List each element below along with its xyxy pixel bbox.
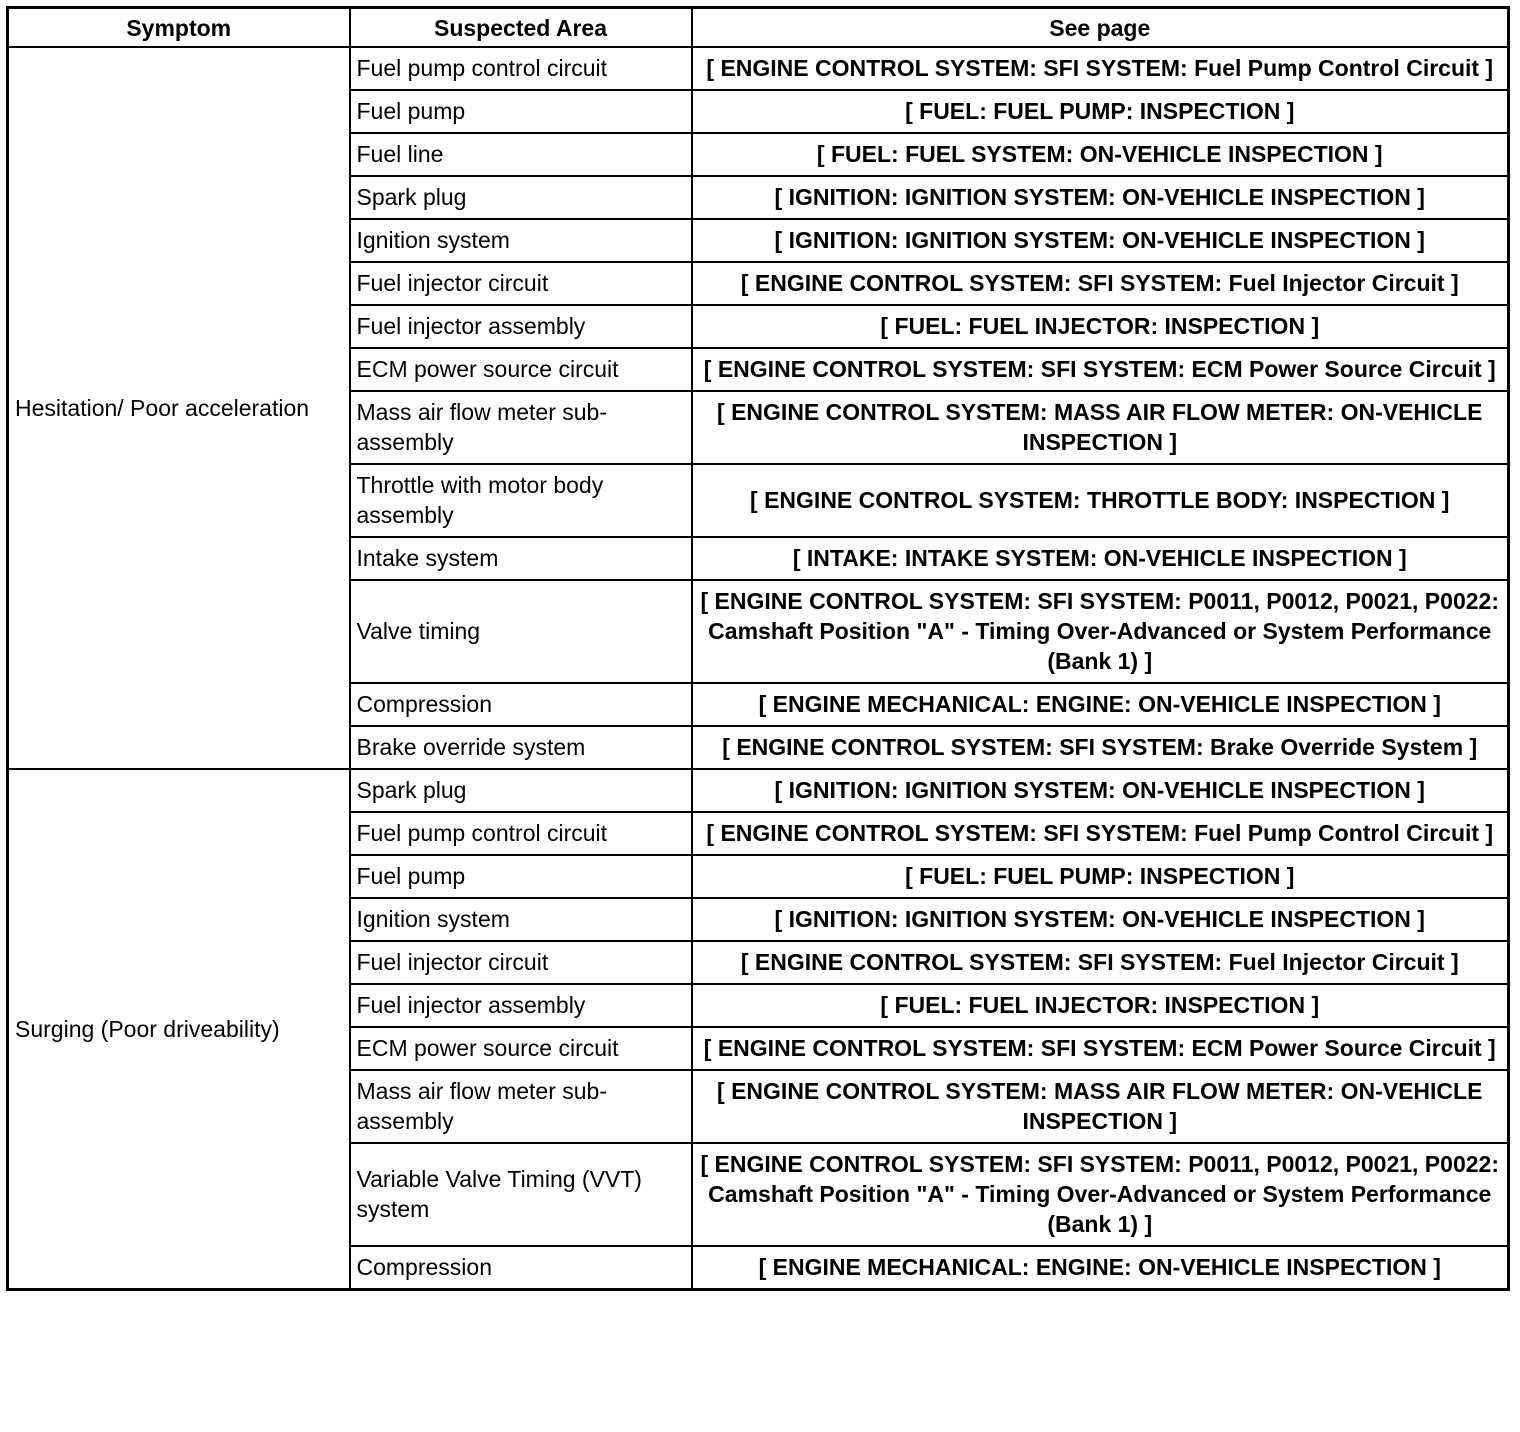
symptom-cell: Surging (Poor driveability)	[8, 769, 350, 1290]
see-page-reference: [ IGNITION: IGNITION SYSTEM: ON-VEHICLE INSPECTION ]	[692, 898, 1509, 941]
see-page-reference: [ IGNITION: IGNITION SYSTEM: ON-VEHICLE INSPECTION ]	[692, 176, 1509, 219]
suspected-area-cell: Fuel pump control circuit	[350, 47, 692, 90]
see-page-reference: [ ENGINE CONTROL SYSTEM: THROTTLE BODY: INSPECTION ]	[692, 464, 1509, 537]
suspected-area-cell: Fuel line	[350, 133, 692, 176]
suspected-area-cell: Intake system	[350, 537, 692, 580]
see-page-reference: [ ENGINE CONTROL SYSTEM: SFI SYSTEM: P0011, P0012, P0021, P0022: Camshaft Position "A" - Timing Over-Advanced or System Performance (Bank 1) ]	[692, 580, 1509, 683]
suspected-area-cell: Compression	[350, 1246, 692, 1290]
suspected-area-cell: Variable Valve Timing (VVT) system	[350, 1143, 692, 1246]
suspected-area-cell: Mass air flow meter sub-assembly	[350, 391, 692, 464]
suspected-area-cell: Fuel injector circuit	[350, 941, 692, 984]
table-header	[8, 8, 1509, 48]
see-page-reference: [ INTAKE: INTAKE SYSTEM: ON-VEHICLE INSPECTION ]	[692, 537, 1509, 580]
see-page-reference: [ ENGINE CONTROL SYSTEM: MASS AIR FLOW METER: ON-VEHICLE INSPECTION ]	[692, 1070, 1509, 1143]
see-page-reference: [ ENGINE CONTROL SYSTEM: SFI SYSTEM: ECM Power Source Circuit ]	[692, 1027, 1509, 1070]
suspected-area-cell: Fuel pump	[350, 855, 692, 898]
symptom-cell: Hesitation/ Poor acceleration	[8, 47, 350, 769]
see-page-reference: [ FUEL: FUEL INJECTOR: INSPECTION ]	[692, 984, 1509, 1027]
symptom-table	[6, 6, 1510, 1291]
see-page-reference: [ ENGINE MECHANICAL: ENGINE: ON-VEHICLE INSPECTION ]	[692, 1246, 1509, 1290]
see-page-reference: [ IGNITION: IGNITION SYSTEM: ON-VEHICLE INSPECTION ]	[692, 219, 1509, 262]
document-page	[6, 6, 1507, 1291]
suspected-area-cell: Fuel injector assembly	[350, 305, 692, 348]
suspected-area-cell: Ignition system	[350, 898, 692, 941]
see-page-reference: [ FUEL: FUEL PUMP: INSPECTION ]	[692, 855, 1509, 898]
suspected-area-cell: ECM power source circuit	[350, 348, 692, 391]
table-row	[8, 47, 1509, 90]
suspected-area-cell: Fuel pump	[350, 90, 692, 133]
suspected-area-cell: Brake override system	[350, 726, 692, 769]
suspected-area-cell: Ignition system	[350, 219, 692, 262]
see-page-reference: [ IGNITION: IGNITION SYSTEM: ON-VEHICLE INSPECTION ]	[692, 769, 1509, 812]
suspected-area-cell: Fuel injector circuit	[350, 262, 692, 305]
see-page-reference: [ ENGINE CONTROL SYSTEM: SFI SYSTEM: Fuel Pump Control Circuit ]	[692, 47, 1509, 90]
see-page-reference: [ ENGINE CONTROL SYSTEM: SFI SYSTEM: ECM Power Source Circuit ]	[692, 348, 1509, 391]
see-page-reference: [ FUEL: FUEL SYSTEM: ON-VEHICLE INSPECTION ]	[692, 133, 1509, 176]
header-suspected-area: Suspected Area	[350, 8, 692, 48]
suspected-area-cell: ECM power source circuit	[350, 1027, 692, 1070]
see-page-reference: [ FUEL: FUEL PUMP: INSPECTION ]	[692, 90, 1509, 133]
see-page-reference: [ ENGINE CONTROL SYSTEM: SFI SYSTEM: Brake Override System ]	[692, 726, 1509, 769]
see-page-reference: [ ENGINE CONTROL SYSTEM: MASS AIR FLOW METER: ON-VEHICLE INSPECTION ]	[692, 391, 1509, 464]
suspected-area-cell: Fuel pump control circuit	[350, 812, 692, 855]
suspected-area-cell: Throttle with motor body assembly	[350, 464, 692, 537]
see-page-reference: [ ENGINE CONTROL SYSTEM: SFI SYSTEM: Fuel Pump Control Circuit ]	[692, 812, 1509, 855]
suspected-area-cell: Compression	[350, 683, 692, 726]
header-see-page: See page	[692, 8, 1509, 48]
suspected-area-cell: Spark plug	[350, 176, 692, 219]
see-page-reference: [ ENGINE MECHANICAL: ENGINE: ON-VEHICLE INSPECTION ]	[692, 683, 1509, 726]
header-row	[8, 8, 1509, 48]
header-symptom: Symptom	[8, 8, 350, 48]
see-page-reference: [ ENGINE CONTROL SYSTEM: SFI SYSTEM: Fuel Injector Circuit ]	[692, 262, 1509, 305]
suspected-area-cell: Mass air flow meter sub-assembly	[350, 1070, 692, 1143]
suspected-area-cell: Spark plug	[350, 769, 692, 812]
suspected-area-cell: Valve timing	[350, 580, 692, 683]
see-page-reference: [ FUEL: FUEL INJECTOR: INSPECTION ]	[692, 305, 1509, 348]
see-page-reference: [ ENGINE CONTROL SYSTEM: SFI SYSTEM: P0011, P0012, P0021, P0022: Camshaft Position "A" - Timing Over-Advanced or System Performance (Bank 1) ]	[692, 1143, 1509, 1246]
table-row	[8, 769, 1509, 812]
see-page-reference: [ ENGINE CONTROL SYSTEM: SFI SYSTEM: Fuel Injector Circuit ]	[692, 941, 1509, 984]
suspected-area-cell: Fuel injector assembly	[350, 984, 692, 1027]
table-body	[8, 47, 1509, 1290]
